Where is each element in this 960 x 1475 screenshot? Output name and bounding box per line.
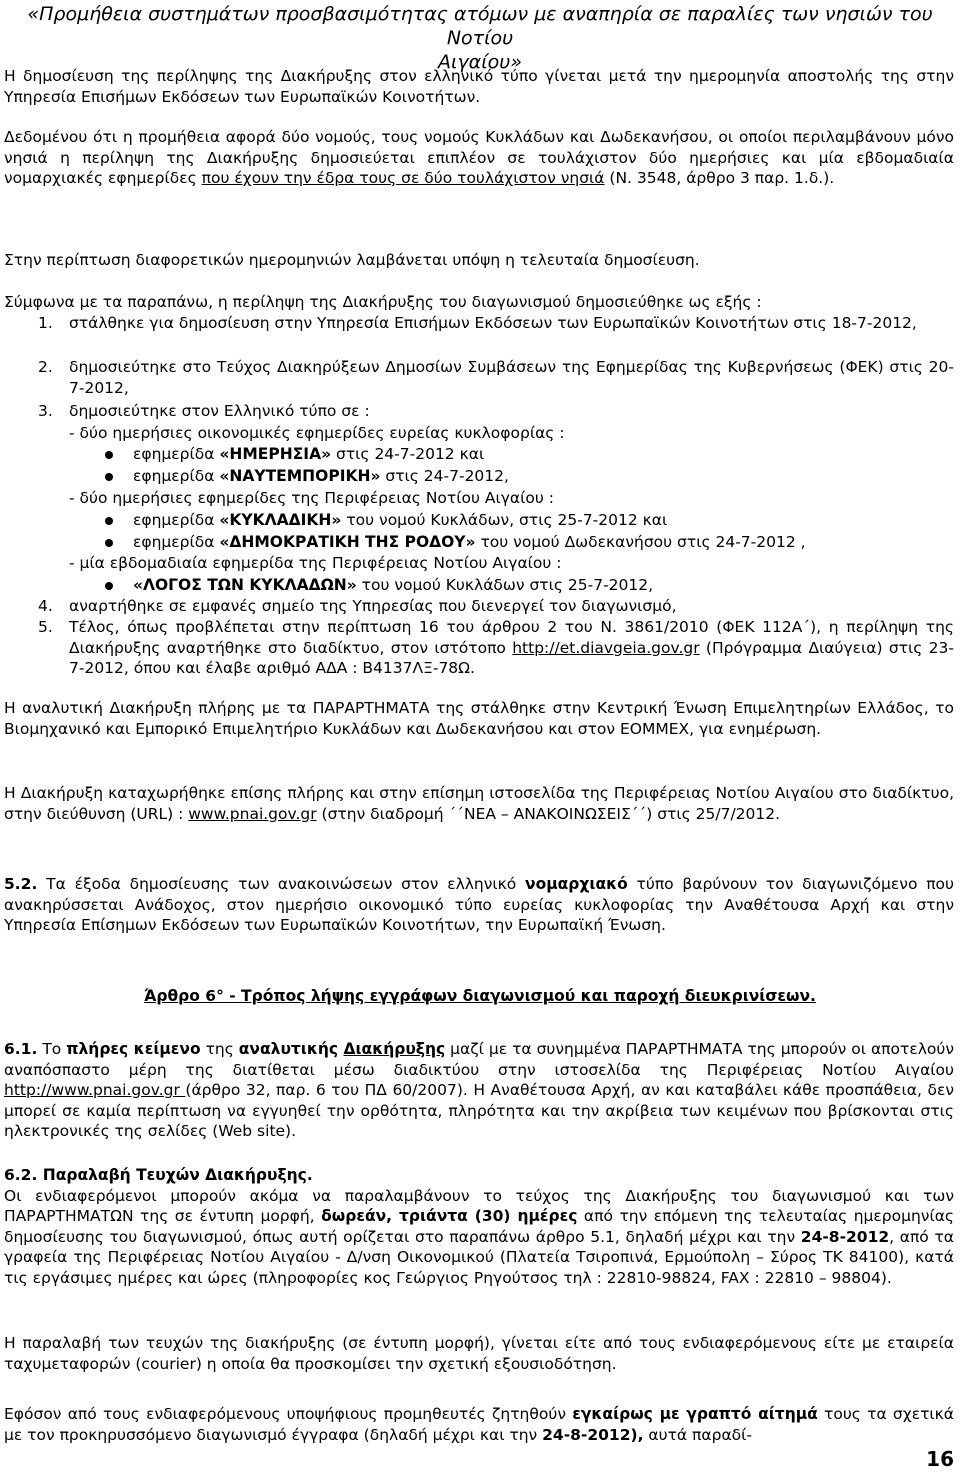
dash-item-weekly: - μία εβδομαδιαία εφημερίδα της Περιφέρειας Νοτίου Αιγαίου : <box>69 554 562 572</box>
p8-text-b: της <box>200 1040 239 1058</box>
paragraph-5-2 <box>4 874 954 936</box>
b2-bold: «ΝΑΥΤΕΜΠΟΡΙΚΗ» <box>219 467 381 485</box>
p11-text-c: αυτά παραδί- <box>643 1425 752 1444</box>
p6-text-a: Η Διακήρυξη καταχωρήθηκε επίσης πλήρης και στην επίσημη ιστοσελίδα της Περιφέρειας Νοτίου Αιγαίου στο διαδίκτυο, στην διεύθυνση (URL) : <box>4 784 954 823</box>
paragraph-request <box>4 1404 954 1445</box>
p8-text-c: μαζί με τα συνημμένα ΠΑΡΑΡΤΗΜΑΤΑ της μπορούν οι αποτελούν αναπόσπαστο μέρη της διατίθεται μέσω διαδικτύου στην ιστοσελίδα της Περιφέρειας Νοτίου Αιγαίου <box>4 1040 954 1079</box>
b3-text-c: του νομού Κυκλάδων, στις 25-7-2012 και <box>341 511 668 529</box>
list-item-3: δημοσιεύτηκε στον Ελληνικό τύπο σε : <box>69 402 370 420</box>
p9-bold-2: 24-8-2012 <box>800 1227 890 1246</box>
p11-bold-2: 24-8-2012), <box>542 1425 644 1444</box>
pnai-link[interactable]: www.pnai.gov.gr <box>188 804 317 823</box>
p8-text-a: Το <box>37 1040 67 1058</box>
p2-underlined: που έχουν την έδρα τους σε δύο τουλάχιστον νησιά <box>201 169 605 187</box>
b3-bold: «ΚΥΚΛΑΔΙΚΗ» <box>219 511 342 529</box>
p11-bold-1: εγκαίρως με γραπτό αίτημά <box>572 1405 818 1423</box>
p7-bold: νομαρχιακό <box>525 875 628 893</box>
bullet-item-logos <box>133 575 953 596</box>
p7-text-b: τύπο βαρύνουν τον διαγωνιζόμενο που ανακηρύσσεται Ανάδοχος, στον ημερήσιο οικονομικό τύπο ευρείας κυκλοφορίας την Αναθέτουσα Αρχή και στην Υπηρεσία Επίσημων Εκδόσεων των Ευρωπαϊκών Κοινοτήτων, την Ευρωπαϊκή Ένωση. <box>4 875 954 934</box>
dash-item-daily-economic: - δύο ημερήσιες οικονομικές εφημερίδες ευρείας κυκλοφορίας : <box>69 424 565 442</box>
list-number-4: 4. <box>38 597 53 615</box>
b3-text-a: εφημερίδα <box>133 511 220 529</box>
bullet-icon <box>105 539 113 547</box>
p2-text-b: (Ν. 3548, άρθρο 3 παρ. 1.δ.). <box>604 169 835 187</box>
bullet-item-kykladiki <box>133 510 953 531</box>
list-item-2: δημοσιεύτηκε στο Τεύχος Διακηρύξεων Δημοσίων Συμβάσεων της Εφημερίδας της Κυβερνήσεως (ΦΕΚ) στις 20-7-2012, <box>69 358 954 397</box>
b4-text-c: του νομού Δωδεκανήσου στις 24-7-2012 , <box>475 533 806 551</box>
p11-text-b: τους τα σχετικά με τον προκηρυσσόμενο διαγωνισμό έγγραφα (δηλαδή μέχρι και την <box>4 1405 954 1444</box>
list-number-5: 5. <box>38 618 53 636</box>
p9-bold-1: δωρεάν, τριάντα (30) ημέρες <box>321 1207 578 1225</box>
p9-text-a: Οι ενδιαφερόμενοι μπορούν ακόμα να παραλαμβάνουν το τεύχος της Διακήρυξης του διαγωνισμού και των ΠΑΡΑΡΤΗΜΑΤΩΝ της σε έντυπη μορφή, <box>4 1186 954 1225</box>
section-number: 6.1. <box>4 1040 38 1058</box>
b2-text-c: στις 24-7-2012, <box>380 467 509 485</box>
bullet-item-naftemporiki <box>133 466 953 487</box>
b5-bold: «ΛΟΓΟΣ ΤΩΝ ΚΥΚΛΑΔΩΝ» <box>133 576 357 594</box>
p8-text-d: (άρθρο 32, παρ. 6 του ΠΔ 60/2007). Η Αναθέτουσα Αρχή, αν και καταβάλει κάθε προσπάθεια, δεν μπορεί σε καμία περίπτωση να εγγυηθεί την ορθότητα, πληρότητα και την ακρίβεια των κειμένων που βρίσκονται στις ηλεκτρονικές της σελίδες (Web site). <box>4 1081 954 1140</box>
b1-bold: «ΗΜΕΡΗΣΙΑ» <box>219 445 332 463</box>
section-6-2-title: 6.2. Παραλαβή Τευχών Διακήρυξης. <box>4 1166 313 1184</box>
list-number-3: 3. <box>38 402 53 420</box>
paragraph-summary: Σύμφωνα με τα παραπάνω, η περίληψη της Διακήρυξης του διαγωνισμού δημοσιεύθηκε ως εξής : <box>4 293 762 311</box>
p9-text-b: από την επόμενη της τελευταίας ημερομηνίας δημοσίευσης του διαγωνισμού, όπως αυτή ορίζεται στο παραπάνω άρθρο 5.1, δηλαδή μέχρι και την <box>4 1207 955 1246</box>
bullet-icon <box>105 473 113 481</box>
p11-text-a: Εφόσον από τους ενδιαφερόμενους υποψήφιους προμηθευτές ζητηθούν <box>4 1405 573 1423</box>
section-number: 5.2. <box>4 875 38 893</box>
p9-text-c: , από τα γραφεία της Περιφέρειας Νοτίου Αιγαίου - Δ/νση Οικονομικού (Πλατεία Τσιροπινά, Ερμούπολη – Σύρος ΤΚ 84100), κατά τις εργάσιμες ημέρες και ώρες (πληροφορίες κος Γεώργιος Ρηγούτσος τηλ : 22810-98824, FAX : 22810 – 98804). <box>4 1227 954 1287</box>
t5-text-a: Τέλος, όπως προβλέπεται στην περίπτωση 16 του άρθρου 2 του Ν. 3861/2010 (ΦΕΚ 112Α΄), η περίληψη της Διακήρυξης αναρτήθηκε στο διαδίκτυο, στον ιστότοπο <box>69 618 954 657</box>
pnai-www-link[interactable]: http://www.pnai.gov.gr <box>4 1081 186 1099</box>
p7-text-a: Τα έξοδα δημοσίευσης των ανακοινώσεων στον ελληνικό <box>37 875 526 893</box>
paragraph-courier: Η παραλαβή των τευχών της διακήρυξης (σε έντυπη μορφή), γίνεται είτε από τους ενδιαφερόμενους είτε με εταιρεία ταχυμεταφορών (courier) η οποία θα προσκομίσει την σχετική εξουσιοδότηση. <box>4 1334 954 1373</box>
list-item-1: στάλθηκε για δημοσίευση στην Υπηρεσία Επισήμων Εκδόσεων των Ευρωπαϊκών Κοινοτήτων στις 18-7-2012, <box>69 314 917 332</box>
paragraph-6-2 <box>4 1165 954 1288</box>
bullet-icon <box>105 517 113 525</box>
bullet-icon <box>105 451 113 459</box>
list-number-2: 2. <box>38 358 53 376</box>
p8-bold-1: πλήρες κείμενο <box>66 1040 201 1058</box>
paragraph-full-notice: Η αναλυτική Διακήρυξη πλήρης με τα ΠΑΡΑΡΤΗΜΑΤΑ της στάλθηκε στην Κεντρική Ένωση Επιμελητηρίων Ελλάδος, το Βιομηχανικό και Εμπορικό Επιμελητήριο Κυκλάδων και Δωδεκανήσου και στον ΕΟΜΜΕΧ, για ενημέρωση. <box>4 699 954 738</box>
b1-text-c: στις 24-7-2012 και <box>331 445 485 463</box>
header-line-1: «Προμήθεια συστημάτων προσβασιμότητας ατόμων με αναπηρία σε παραλίες των νησιών του Νοτίου <box>27 3 933 49</box>
paragraph-prefectures <box>4 127 954 189</box>
dash-item-regional-daily: - δύο ημερήσιες εφημερίδες της Περιφέρειας Νοτίου Αιγαίου : <box>69 489 554 507</box>
page-number: 16 <box>926 1447 954 1471</box>
list-item-4: αναρτήθηκε σε εμφανές σημείο της Υπηρεσίας που διενεργεί τον διαγωνισμό, <box>69 597 677 615</box>
p2-text-a: Δεδομένου ότι η προμήθεια αφορά δύο νομούς, τους νομούς Κυκλάδων και Δωδεκανήσου, οι οποίοι περιλαμβάνουν μόνο νησιά η περίληψη της Διακήρυξης δημοσιεύεται επιπλέον σε τουλάχιστον δύο ημερήσιες και μία εβδομαδιαία νομαρχιακές εφημερίδες <box>4 128 954 187</box>
b4-text-a: εφημερίδα <box>133 533 220 551</box>
b2-text-a: εφημερίδα <box>133 467 220 485</box>
paragraph-6-1 <box>4 1039 954 1142</box>
article-6-heading: Άρθρο 6° - Τρόπος λήψης εγγράφων διαγωνισμού και παροχή διευκρινίσεων. <box>144 987 816 1005</box>
diavgeia-link[interactable]: http://et.diavgeia.gov.gr <box>512 638 700 657</box>
p8-bold-3: Διακήρυξης <box>343 1040 446 1058</box>
b5-text-c: του νομού Κυκλάδων στις 25-7-2012, <box>356 576 654 594</box>
p6-text-b: (στην διαδρομή ΄΄ΝΕΑ – ΑΝΑΚΟΙΝΩΣΕΙΣ΄΄) στις 25/7/2012. <box>316 804 781 823</box>
p8-bold-2: αναλυτικής <box>238 1040 344 1058</box>
paragraph-dates: Στην περίπτωση διαφορετικών ημερομηνιών λαμβάνεται υπόψη η τελευταία δημοσίευση. <box>4 251 700 269</box>
bullet-item-dimokratiki <box>133 532 953 553</box>
header-line-2: Αιγαίου» <box>438 51 522 73</box>
page-header <box>0 2 960 74</box>
bullet-icon <box>105 582 113 590</box>
paragraph-website <box>4 783 954 824</box>
t5-text-b: (Πρόγραμμα Διαύγεια) στις 23-7-2012, όπου και έλαβε αριθμό ΑΔΑ : Β4137ΛΞ-78Ω. <box>69 638 955 677</box>
paragraph-publication: Η δημοσίευση της περίληψης της Διακήρυξης στον ελληνικό τύπο γίνεται μετά την ημερομηνία αποστολής της στην Υπηρεσία Επισήμων Εκδόσεων των Ευρωπαϊκών Κοινοτήτων. <box>4 67 954 106</box>
bullet-item-imerisia <box>133 444 953 465</box>
b1-text-a: εφημερίδα <box>133 445 220 463</box>
b4-bold: «ΔΗΜΟΚΡΑΤΙΚΗ ΤΗΣ ΡΟΔΟΥ» <box>219 533 476 551</box>
list-number-1: 1. <box>38 314 53 332</box>
list-item-5 <box>69 617 954 679</box>
